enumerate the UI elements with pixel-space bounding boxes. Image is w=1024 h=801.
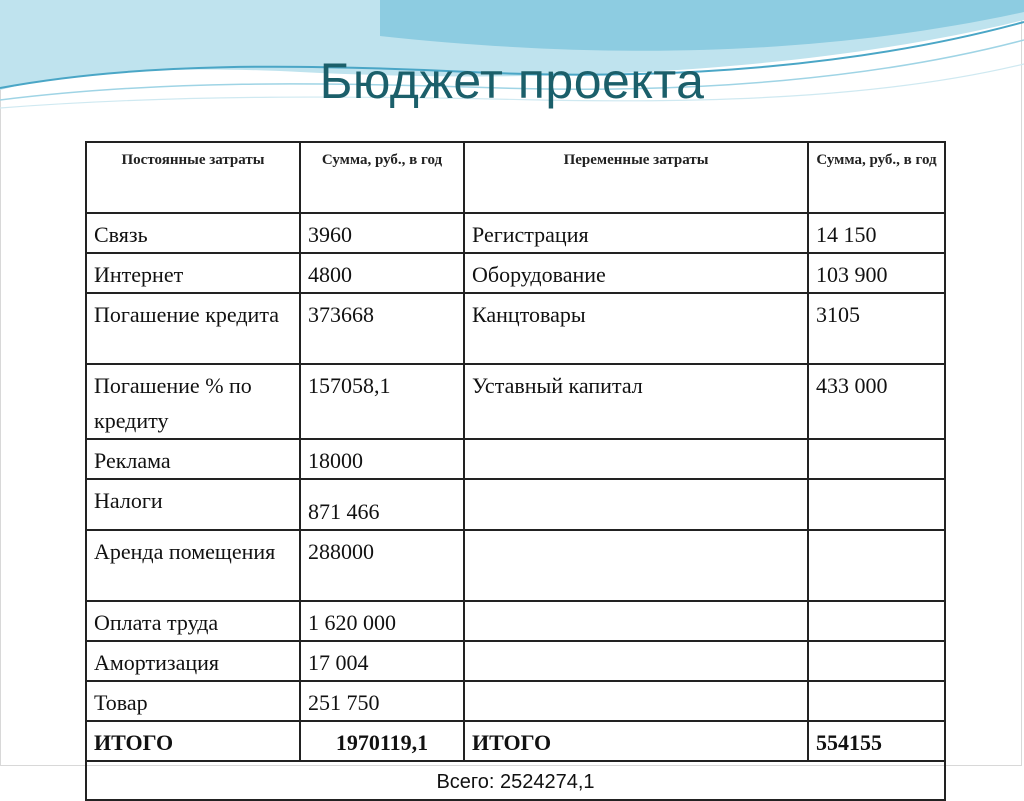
variable-cost-value <box>808 601 945 641</box>
variable-cost-value <box>808 641 945 681</box>
fixed-cost-value: 17 004 <box>300 641 464 681</box>
fixed-cost-value: 18000 <box>300 439 464 479</box>
variable-cost-name: Канцтовары <box>464 293 808 364</box>
variable-cost-value: 433 000 <box>808 364 945 439</box>
variable-cost-value: 3105 <box>808 293 945 364</box>
fixed-cost-value: 288000 <box>300 530 464 601</box>
variable-cost-value <box>808 681 945 721</box>
table-header-row <box>86 142 945 213</box>
budget-table <box>85 141 946 801</box>
fixed-cost-name: Интернет <box>86 253 300 293</box>
grand-total-row <box>86 761 945 800</box>
table-row <box>86 601 945 641</box>
fixed-total-value: 1970119,1 <box>300 721 464 761</box>
variable-total-value: 554155 <box>808 721 945 761</box>
variable-cost-name <box>464 479 808 530</box>
fixed-cost-name: Аренда помещения <box>86 530 300 601</box>
variable-cost-value: 103 900 <box>808 253 945 293</box>
variable-total-label: ИТОГО <box>464 721 808 761</box>
slide-title: Бюджет проекта <box>319 53 705 109</box>
header-fixed-costs: Постоянные затраты <box>86 142 300 213</box>
fixed-cost-value: 373668 <box>300 293 464 364</box>
table-row <box>86 253 945 293</box>
variable-cost-name <box>464 439 808 479</box>
header-variable-sum: Сумма, руб., в год <box>808 142 945 213</box>
fixed-cost-name: Погашение кредита <box>86 293 300 364</box>
itogo-row <box>86 721 945 761</box>
table-row <box>86 530 945 601</box>
fixed-cost-name: Связь <box>86 213 300 253</box>
variable-cost-value <box>808 530 945 601</box>
fixed-cost-value: 3960 <box>300 213 464 253</box>
fixed-cost-value: 4800 <box>300 253 464 293</box>
variable-cost-name: Оборудование <box>464 253 808 293</box>
fixed-cost-name: Реклама <box>86 439 300 479</box>
fixed-cost-value: 1 620 000 <box>300 601 464 641</box>
table-row <box>86 681 945 721</box>
fixed-cost-name: Оплата труда <box>86 601 300 641</box>
fixed-cost-value: 157058,1 <box>300 364 464 439</box>
table-row <box>86 364 945 439</box>
fixed-cost-name: Амортизация <box>86 641 300 681</box>
variable-cost-value <box>808 479 945 530</box>
variable-cost-name <box>464 530 808 601</box>
fixed-cost-name: Погашение % по кредиту <box>86 364 300 439</box>
variable-cost-value: 14 150 <box>808 213 945 253</box>
variable-cost-name: Регистрация <box>464 213 808 253</box>
table-row <box>86 479 945 530</box>
variable-cost-name: Уставный капитал <box>464 364 808 439</box>
header-variable-costs: Переменные затраты <box>464 142 808 213</box>
fixed-total-label: ИТОГО <box>86 721 300 761</box>
table-row <box>86 213 945 253</box>
table-row <box>86 641 945 681</box>
header-fixed-sum: Сумма, руб., в год <box>300 142 464 213</box>
table-row <box>86 293 945 364</box>
variable-cost-value <box>808 439 945 479</box>
fixed-cost-value: 251 750 <box>300 681 464 721</box>
variable-cost-name <box>464 601 808 641</box>
table-row <box>86 439 945 479</box>
variable-cost-name <box>464 641 808 681</box>
fixed-cost-value: 871 466 <box>300 479 464 530</box>
grand-total: Всего: 2524274,1 <box>86 761 945 800</box>
fixed-cost-name: Налоги <box>86 479 300 530</box>
variable-cost-name <box>464 681 808 721</box>
fixed-cost-name: Товар <box>86 681 300 721</box>
